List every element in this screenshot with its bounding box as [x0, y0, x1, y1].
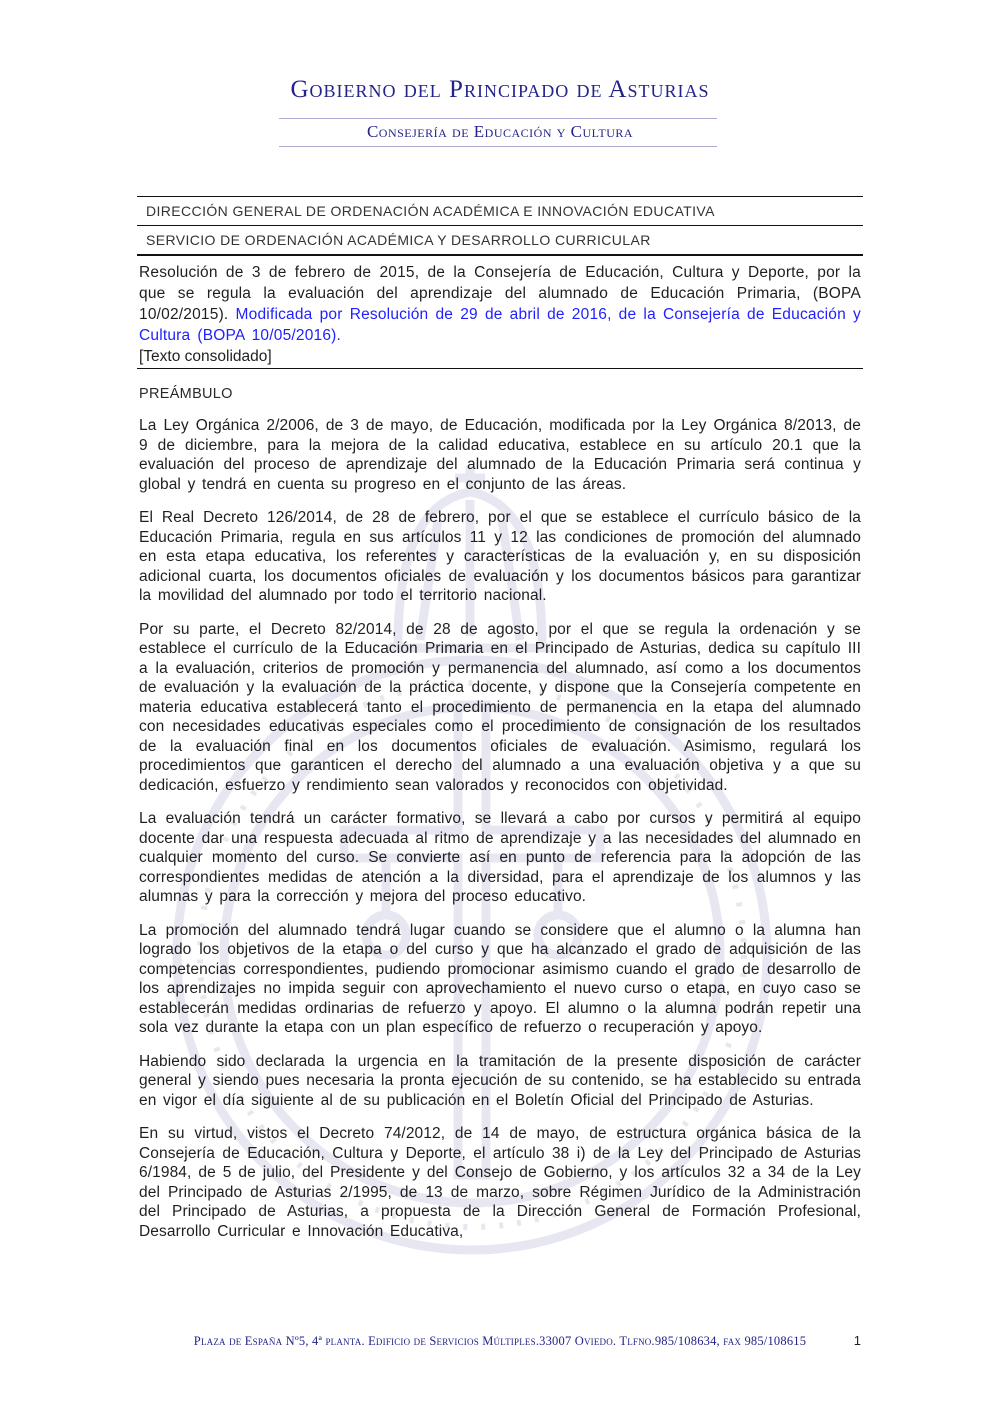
masthead-divider-bottom — [279, 146, 717, 147]
body-paragraph: La Ley Orgánica 2/2006, de 3 de mayo, de Educación, modificada por la Ley Orgánica 8/2013, de 9 de diciembre, para la mejora de la calidad educativa, establece en su artículo 20.1 que la evaluación del proceso de aprendizaje del alumnado de la Educación Primaria será continua y global y tendrá en cuenta su progreso en el conjunto de las áreas. — [139, 417, 861, 493]
consolidated-text-label: [Texto consolidado] — [139, 348, 272, 365]
document-content — [137, 196, 863, 1241]
government-title: Gobierno del Principado de Asturias — [290, 76, 710, 103]
page-number: 1 — [853, 1333, 861, 1348]
body-paragraph: Habiendo sido declarada la urgencia en la tramitación de la presente disposición de carácter general y siendo pues necesaria la pronta ejecución de su contenido, se ha establecido su entrada en vigor el día siguiente al de su publicación en el Boletín Oficial del Principado de Asturias. — [139, 1052, 861, 1109]
section-rule — [137, 368, 863, 369]
resolution-text: Resolución de 3 de febrero de 2015, de la Consejería de Educación, Cultura y Deporte, por la que se regula la evaluación del aprendizaje del alumnado de Educación Primaria, (BOPA 10/02/2015). — [139, 264, 861, 323]
body-paragraph: Por su parte, el Decreto 82/2014, de 28 de agosto, por el que se regula la ordenación y se establece el currículo de la Educación Primaria en el Principado de Asturias, dedica su capítulo III a la evaluación, criterios de promoción y permanencia del alumnado, así como a los documentos de evaluación y la evaluación de la práctica docente, y dispone que la Consejería competente en materia educativa establecerá tanto el procedimiento de permanencia en la etapa del alumnado con necesidades educativas especiales como el procedimiento de consignación de los resultados de la evaluación final en los documentos oficiales de evaluación. Asimismo, regulará los procedimientos que garanticen el derecho del alumnado a una evaluación objetiva y a que su dedicación, esfuerzo y rendimiento sean valorados y reconocidos con objetividad. — [139, 620, 861, 794]
body-paragraph: En su virtud, vistos el Decreto 74/2012, de 14 de mayo, de estructura orgánica básica de la Consejería de Educación, Cultura y Deporte, el artículo 38 i) de la Ley del Principado de Asturias 6/1984, de 5 de julio, del Presidente y del Consejo de Gobierno, y los artículos 32 a 34 de la Ley del Principado de Asturias 2/1995, de 13 de marzo, sobre Régimen Jurídico de la Administración del Principado de Asturias, a propuesta de la Dirección General de Formación Profesional, Desarrollo Curricular e Innovación Educativa, — [139, 1125, 861, 1240]
page-footer — [137, 1332, 863, 1350]
department-subtitle: Consejería de Educación y Cultura — [366, 122, 634, 141]
body-paragraph: La promoción del alumnado tendrá lugar cuando se considere que el alumno o la alumna han logrado los objetivos de la etapa o del curso y que ha alcanzado el grado de adquisición de las competencias correspondientes, pudiendo promocionar asimismo cuando el grado de desarrollo de los aprendizajes no impida seguir con aprovechamiento el nuevo curso o etapa, en cuyo caso se establecerán medidas ordinarias de refuerzo y apoyo. El alumno o la alumna podrán repetir una sola vez durante la etapa con un plan específico de refuerzo o recuperación y apoyo. — [139, 921, 861, 1036]
resolution-title-paragraph — [137, 256, 863, 346]
masthead-divider-top — [279, 118, 717, 119]
body-paragraph: La evaluación tendrá un carácter formativo, se llevará a cabo por cursos y permitirá al equipo docente dar una respuesta adecuada al ritmo de aprendizaje y a las necesidades del alumnado en cualquier momento del curso. Se convierte así en punto de referencia para la adopción de las correspondientes medidas de atención a la diversidad, para el aprendizaje de los alumnos y las alumnas y para la corrección y mejora del proceso educativo. — [139, 810, 861, 905]
footer-address: Plaza de España Nº5, 4ª planta. Edificio de Servicios Múltiples.33007 Oviedo. Tlfno.985/108634, fax 985/108615 — [193, 1334, 807, 1348]
body-paragraph: El Real Decreto 126/2014, de 28 de febrero, por el que se establece el currículo básico de la Educación Primaria, regula en sus artículos 11 y 12 las condiciones de promoción del alumnado en esta etapa educativa, los referentes y características de la evaluación y, en su disposición adicional cuarta, los documentos oficiales de evaluación y los documentos básicos para garantizar la movilidad del alumnado por todo el territorio nacional. — [139, 509, 861, 604]
service-heading: SERVICIO DE ORDENACIÓN ACADÉMICA Y DESARROLLO CURRICULAR — [146, 232, 651, 248]
preamble-heading: PREÁMBULO — [139, 386, 233, 402]
direction-general-heading: DIRECCIÓN GENERAL DE ORDENACIÓN ACADÉMICA E INNOVACIÓN EDUCATIVA — [146, 203, 715, 219]
resolution-modification-link[interactable]: Modificada por Resolución de 29 de abril de 2016, de la Consejería de Educación y Cultura (BOPA 10/05/2016). — [139, 306, 861, 344]
